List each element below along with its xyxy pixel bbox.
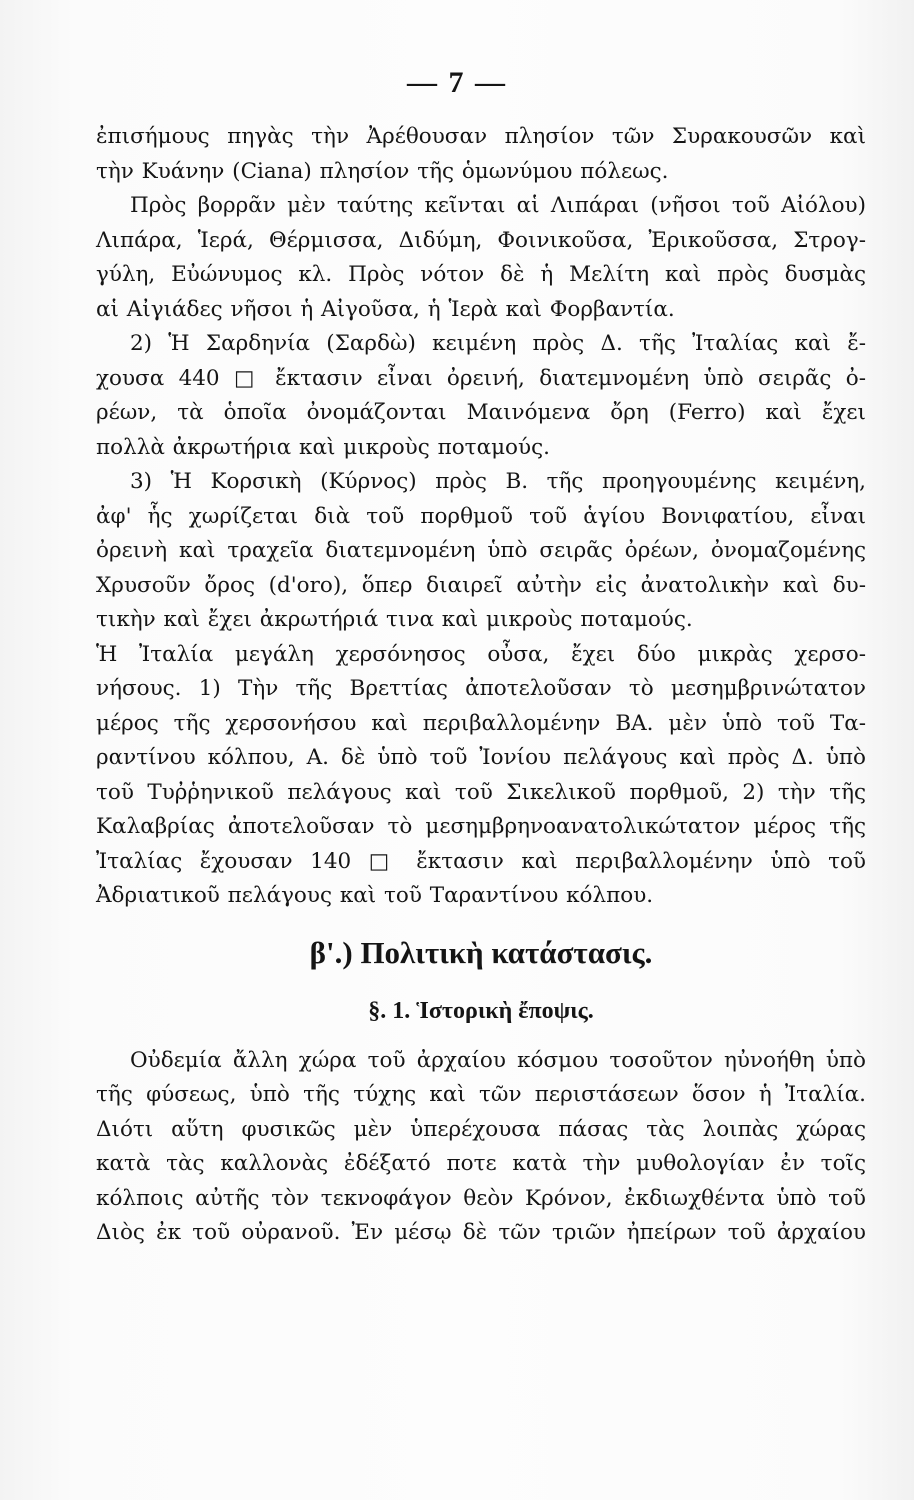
paragraph-sardinia [96,327,866,465]
paragraph-corsica [96,465,866,638]
text-line: Ἀδριατικοῦ πελάγους καὶ τοῦ Ταραντίνου κόλπου. [96,883,654,908]
text-line: Ἡ Ἰταλία μεγάλη χερσόνησος οὖσα, ἔχει δύο μικρὰς χερσο- [96,641,866,667]
text-line: γύλη, Εὐώνυμος κλ. Πρὸς νότον δὲ ἡ Μελίτη καὶ πρὸς δυσμὰς [96,262,866,287]
page-body [96,120,866,1251]
paragraph-historical-view [96,1044,866,1251]
paragraph-lipari-islands [96,189,866,327]
text-line: ρέων, τὰ ὁποῖα ὀνομάζονται Μαινόμενα ὄρη (Ferro) καὶ ἔχει [96,400,866,425]
text-line: Λιπάρα, Ἱερά, Θέρμισσα, Διδύμη, Φοινικοῦσα, Ἐρικοῦσσα, Στρογ- [96,227,866,253]
text-line: Πρὸς βορρᾶν μὲν ταύτης κεῖνται αἱ Λιπάραι (νῆσοι τοῦ Αἰόλου) [130,193,866,218]
text-line: ἐπισήμους πηγὰς τὴν Ἀρέθουσαν πλησίον τῶν Συρακουσῶν καὶ [96,124,866,149]
section-heading: β'.) Πολιτικὴ κατάστασις. [309,934,653,970]
text-line: τικὴν καὶ ἔχει ἀκρωτήριά τινα καὶ μικροὺς ποταμούς. [96,607,693,632]
text-line: τὴν Κυάνην (Ciana) πλησίον τῆς ὁμωνύμου πόλεως. [96,158,669,184]
text-line: ὀρεινὴ καὶ τραχεῖα διατεμνομένη ὑπὸ σειρᾶς ὀρέων, ὀνομαζομένης [96,538,866,563]
text-line: Ἰταλίας ἔχουσαν 140 □ ἔκτασιν καὶ περιβαλλομένην ὑπὸ τοῦ [96,848,866,874]
page-number: — 7 — [407,66,507,99]
paragraph-italy-peninsulas [96,638,866,914]
text-line: τῆς φύσεως, ὑπὸ τῆς τύχης καὶ τῶν περιστάσεων ὅσον ἡ Ἰταλία. [96,1082,866,1107]
text-line: Οὐδεμία ἄλλη χώρα τοῦ ἀρχαίου κόσμου τοσοῦτον ηὐνοήθη ὑπὸ [130,1047,866,1073]
subsection-heading: §. 1. Ἱστορικὴ ἔποψις. [368,997,594,1024]
text-line: αἱ Αἰγιάδες νῆσοι ἡ Αἰγοῦσα, ἡ Ἱερὰ καὶ Φορβαντία. [96,296,675,322]
text-line: μέρος τῆς χερσονήσου καὶ περιβαλλομένην ΒΑ. μὲν ὑπὸ τοῦ Τα- [96,710,866,736]
text-line: ραντίνου κόλπου, Α. δὲ ὑπὸ τοῦ Ἰονίου πελάγους καὶ πρὸς Δ. ὑπὸ [96,745,866,770]
text-line: ἀφ' ἧς χωρίζεται διὰ τοῦ πορθμοῦ τοῦ ἁγίου Βονιφατίου, εἶναι [96,503,866,529]
text-line: πολλὰ ἀκρωτήρια καὶ μικροὺς ποταμούς. [96,434,550,460]
text-line: τοῦ Τυῤῥηνικοῦ πελάγους καὶ τοῦ Σικελικοῦ πορθμοῦ, 2) τὴν τῆς [96,779,866,805]
text-line: 2) Ἡ Σαρδηνία (Σαρδὼ) κειμένη πρὸς Δ. τῆς Ἰταλίας καὶ ἔ- [130,331,866,356]
text-line: χουσα 440 □ ἔκτασιν εἶναι ὀρεινή, διατεμνομένη ὑπὸ σειρᾶς ὀ- [96,365,866,391]
text-line: Καλαβρίας ἀποτελοῦσαν τὸ μεσημβρηνοανατολικώτατον μέρος τῆς [96,814,866,839]
text-line: Διότι αὕτη φυσικῶς μὲν ὑπερέχουσα πάσας τὰς λοιπὰς χώρας [96,1116,866,1142]
text-line: κόλποις αὐτῆς τὸν τεκνοφάγον θεὸν Κρόνον, ἐκδιωχθέντα ὑπὸ τοῦ [96,1185,866,1211]
text-line: νήσους. 1) Τὴν τῆς Βρεττίας ἀποτελοῦσαν τὸ μεσημβρινώτατον [96,676,866,701]
text-line: Χρυσοῦν ὄρος (d'oro), ὅπερ διαιρεῖ αὐτὴν εἰς ἀνατολικὴν καὶ δυ- [96,572,866,598]
paragraph-arethusa [96,120,866,189]
text-line: Διὸς ἐκ τοῦ οὐρανοῦ. Ἐν μέσῳ δὲ τῶν τριῶν ἠπείρων τοῦ ἀρχαίου [96,1220,866,1245]
text-line: κατὰ τὰς καλλονὰς ἐδέξατό ποτε κατὰ τὴν μυθολογίαν ἐν τοῖς [96,1151,866,1176]
text-line: 3) Ἡ Κορσικὴ (Κύρνος) πρὸς Β. τῆς προηγουμένης κειμένη, [130,469,866,494]
